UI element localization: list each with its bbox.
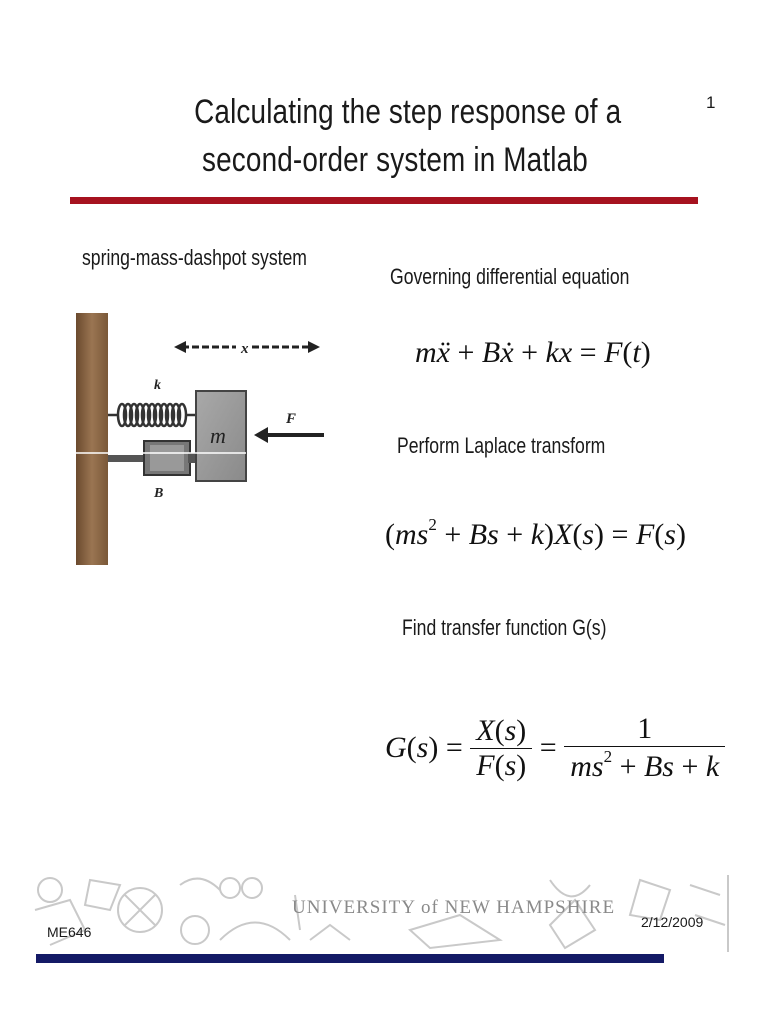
x-label: x xyxy=(241,341,249,357)
university-logo: UNIVERSITY of NEW HAMPSHIRE xyxy=(292,897,616,918)
spring xyxy=(108,404,196,426)
footer-divider xyxy=(36,954,664,963)
slide-date: 2/12/2009 xyxy=(641,914,704,930)
diagram-caption: spring-mass-dashpot system xyxy=(82,245,307,270)
slide-title-line-1: Calculating the step response of a xyxy=(194,93,622,131)
page-number: 1 xyxy=(706,93,716,112)
damper-label: B xyxy=(154,486,164,501)
laplace-label: Perform Laplace transform xyxy=(397,433,606,458)
slide-title-line-2: second-order system in Matlab xyxy=(202,141,588,179)
transfer-function-equation: G(s) = $\frac{X(s)}{F(s)}$ = $\frac{1}{ms^2 + Bs + k}$ xyxy=(385,712,725,784)
transfer-label: Find transfer function G(s) xyxy=(402,615,607,640)
force-label: F xyxy=(286,411,297,427)
spring-label: k xyxy=(154,378,161,393)
governing-label: Governing differential equation xyxy=(390,264,630,289)
dashpot xyxy=(108,441,196,475)
footer-sketch-band xyxy=(30,870,735,955)
force-arrow xyxy=(254,427,324,443)
wall xyxy=(76,313,108,565)
slide-title xyxy=(194,88,622,184)
spring-mass-dashpot-diagram xyxy=(70,305,340,575)
title-divider xyxy=(70,197,698,204)
laplace-equation: $(ms^2 + Bs + k)X(s) = F(s)$ xyxy=(385,515,686,551)
course-code: ME646 xyxy=(47,924,92,940)
governing-equation: mẍ + Bẋ + kx = F(t) xyxy=(415,336,651,369)
mass-label: m xyxy=(210,423,226,448)
